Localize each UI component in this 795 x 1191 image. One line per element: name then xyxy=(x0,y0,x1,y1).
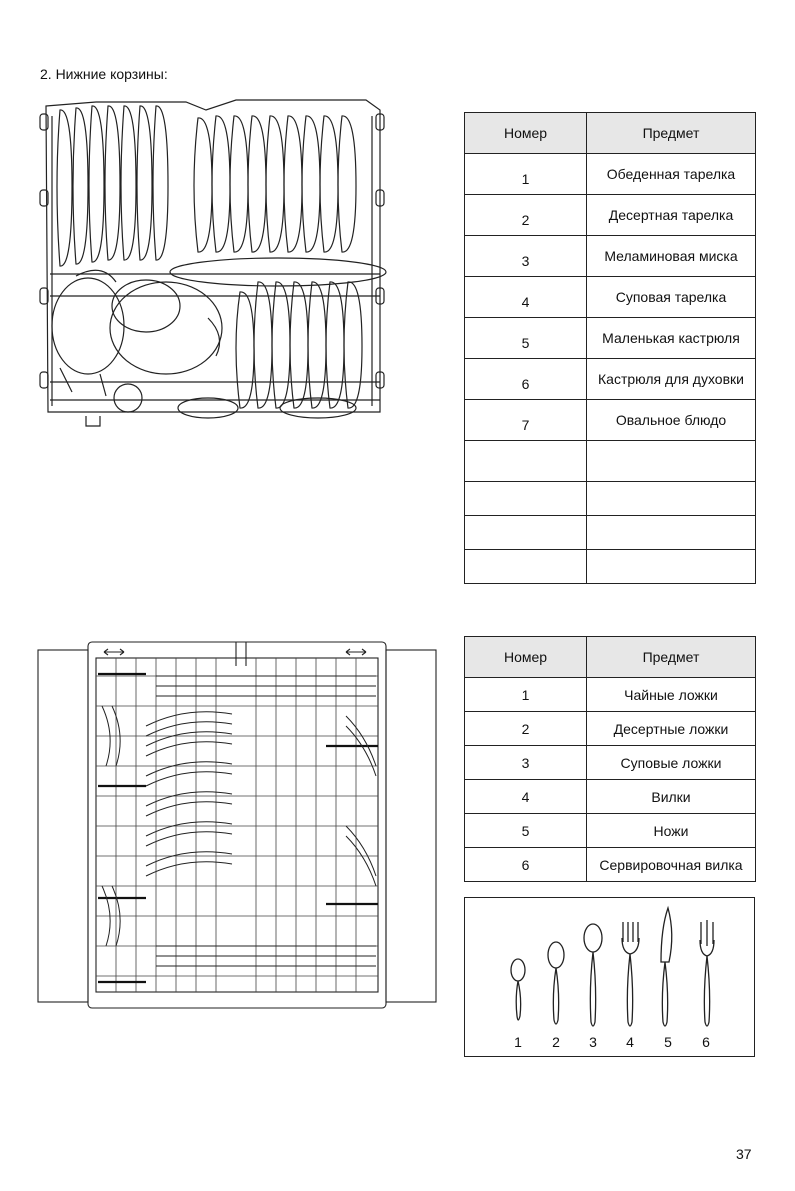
lower-basket-table xyxy=(464,112,756,584)
fork-icon xyxy=(622,922,639,1026)
row-number xyxy=(465,516,587,550)
row-item xyxy=(587,516,756,550)
row-number: 4 xyxy=(465,277,587,318)
row-item: Чайные ложки xyxy=(587,678,756,712)
column-header-number: Номер xyxy=(465,113,587,154)
cutlery-label-2: 2 xyxy=(552,1034,560,1050)
page-number: 37 xyxy=(736,1146,752,1162)
cutlery-tray-illustration xyxy=(36,636,440,1014)
row-number: 7 xyxy=(465,400,587,441)
row-item xyxy=(587,441,756,482)
row-number xyxy=(465,550,587,584)
soup-spoon-icon xyxy=(584,924,602,1026)
cutlery-label-3: 3 xyxy=(589,1034,597,1050)
teaspoon-icon xyxy=(511,959,525,1020)
row-number xyxy=(465,482,587,516)
cutlery-label-4: 4 xyxy=(626,1034,634,1050)
row-item: Меламиновая миска xyxy=(587,236,756,277)
dessert-spoon-icon xyxy=(548,942,564,1024)
cutlery-label-6: 6 xyxy=(702,1034,710,1050)
row-item xyxy=(587,550,756,584)
cutlery-label-5: 5 xyxy=(664,1034,672,1050)
row-number: 2 xyxy=(465,712,587,746)
row-number: 5 xyxy=(465,318,587,359)
row-number: 4 xyxy=(465,780,587,814)
row-item: Ножи xyxy=(587,814,756,848)
row-item: Суповая тарелка xyxy=(587,277,756,318)
column-header-item: Предмет xyxy=(587,637,756,678)
row-item: Овальное блюдо xyxy=(587,400,756,441)
cutlery-table xyxy=(464,636,756,882)
row-number: 1 xyxy=(465,154,587,195)
row-number: 3 xyxy=(465,746,587,780)
row-number: 6 xyxy=(465,359,587,400)
row-item: Маленькая кастрюля xyxy=(587,318,756,359)
section-heading: 2. Нижние корзины: xyxy=(40,66,168,82)
row-item: Кастрюля для духовки xyxy=(587,359,756,400)
row-number: 2 xyxy=(465,195,587,236)
knife-icon xyxy=(661,908,672,1026)
row-item: Сервировочная вилка xyxy=(587,848,756,882)
lower-basket-illustration xyxy=(36,96,388,432)
row-item: Десертные ложки xyxy=(587,712,756,746)
row-item: Суповые ложки xyxy=(587,746,756,780)
cutlery-drawings xyxy=(465,898,754,1056)
row-item: Обеденная тарелка xyxy=(587,154,756,195)
cutlery-label-1: 1 xyxy=(514,1034,522,1050)
column-header-item: Предмет xyxy=(587,113,756,154)
row-item: Десертная тарелка xyxy=(587,195,756,236)
column-header-number: Номер xyxy=(465,637,587,678)
row-number xyxy=(465,441,587,482)
row-item xyxy=(587,482,756,516)
row-number: 5 xyxy=(465,814,587,848)
row-number: 6 xyxy=(465,848,587,882)
row-item: Вилки xyxy=(587,780,756,814)
serving-fork-icon xyxy=(700,920,714,1026)
row-number: 1 xyxy=(465,678,587,712)
row-number: 3 xyxy=(465,236,587,277)
cutlery-legend xyxy=(464,897,755,1057)
